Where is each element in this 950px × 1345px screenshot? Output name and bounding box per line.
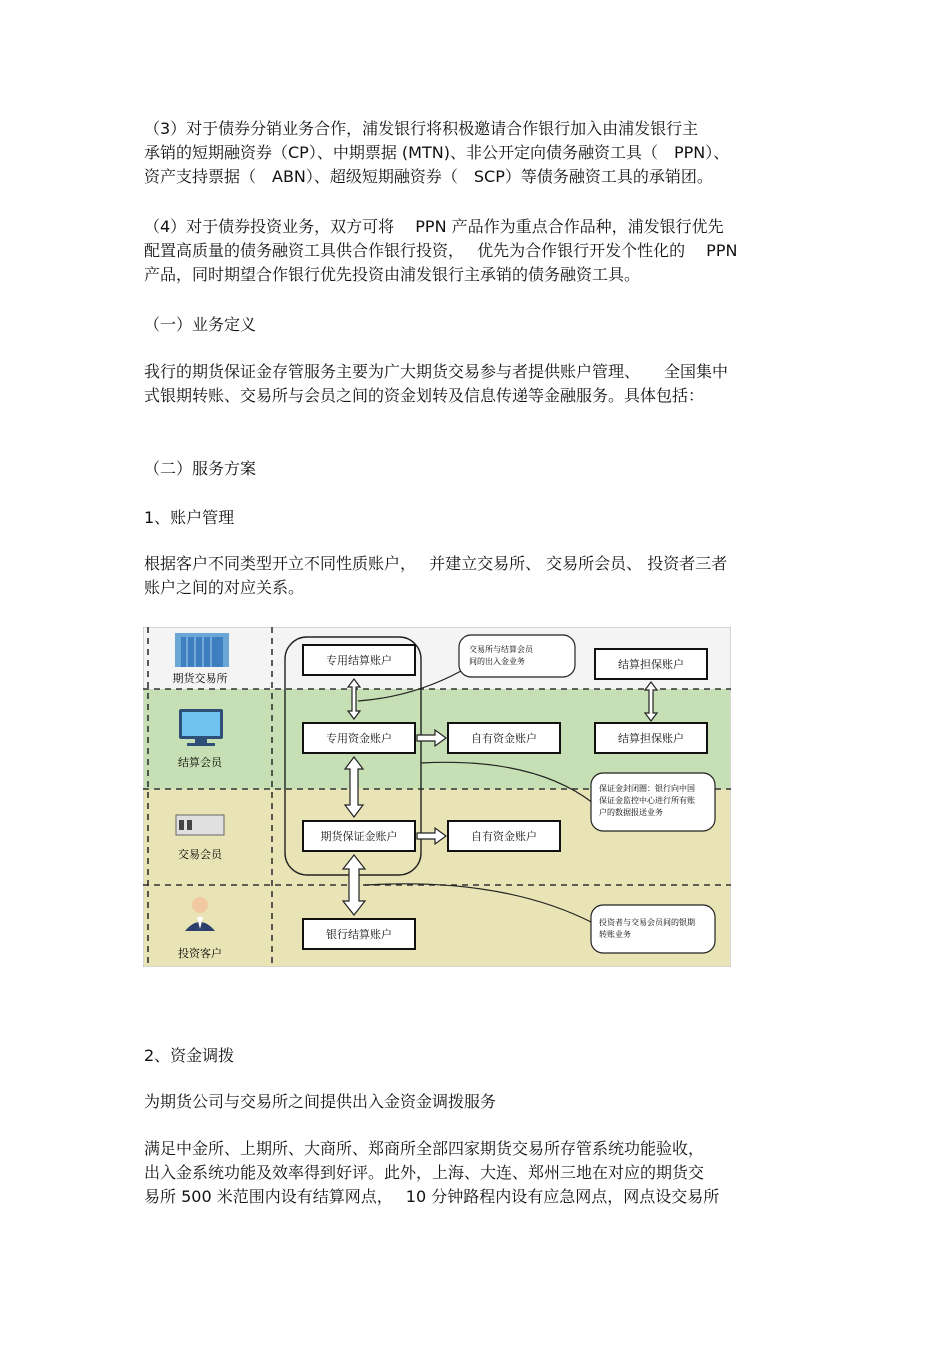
label-special-settle: 专用结算账户 — [326, 654, 392, 667]
heading-service-plan: （二）服务方案 — [144, 459, 257, 478]
text-line: 满足中金所、上期所、大商所、郑商所全部四家期货交易所存管系统功能验收， — [144, 1139, 705, 1158]
heading-account-management: 1、账户管理 — [144, 508, 235, 527]
svg-text:交易所与结算会员: 交易所与结算会员 — [469, 645, 533, 654]
label-settle-guarantee-top: 结算担保账户 — [618, 658, 684, 671]
paragraph-exchange-coverage — [144, 1137, 719, 1209]
heading-business-definition: （一）业务定义 — [144, 315, 257, 334]
role-clearing-member: 结算会员 — [178, 756, 222, 769]
server-icon — [176, 815, 224, 835]
svg-text:保证金封闭圈：银行向中国: 保证金封闭圈：银行向中国 — [599, 784, 695, 793]
label-bank-settle: 银行结算账户 — [326, 928, 392, 941]
text-line: 我行的期货保证金存管服务主要为广大期货交易参与者提供账户管理、 全国集中 — [144, 362, 729, 381]
text-line: 式银期转账、交易所与会员之间的资金划转及信息传递等金融服务。具体包括： — [144, 386, 705, 405]
text-line: 账户之间的对应关系。 — [144, 578, 305, 597]
svg-text:转账业务: 转账业务 — [599, 930, 631, 939]
callout-bank-futures-transfer — [591, 905, 715, 953]
text-line: 根据客户不同类型开立不同性质账户， 并建立交易所、 交易所会员、 投资者三者 — [144, 554, 728, 573]
svg-text:投资者与交易会员间的银期: 投资者与交易会员间的银期 — [599, 918, 695, 927]
svg-text:间的出入金业务: 间的出入金业务 — [469, 657, 525, 666]
role-exchange: 期货交易所 — [172, 672, 228, 685]
label-special-fund: 专用资金账户 — [326, 732, 392, 745]
heading-fund-allocation: 2、资金调拨 — [144, 1046, 235, 1065]
svg-text:保证金监控中心进行所有账: 保证金监控中心进行所有账 — [599, 796, 695, 805]
text-line: 产品，同时期望合作银行优先投资由浦发银行主承销的债务融资工具。 — [144, 265, 641, 284]
text-line: 易所 500 米范围内设有结算网点， 10 分钟路程内设有应急网点，网点设交易所 — [144, 1187, 720, 1206]
label-settle-guarantee-mid: 结算担保账户 — [618, 732, 684, 745]
callout-margin-closure — [591, 773, 715, 831]
text-line: 承销的短期融资券（CP）、中期票据 (MTN)、非公开定向债务融资工具（ PPN）、 — [144, 143, 730, 162]
paragraph-bond-investment — [144, 215, 737, 287]
text-line: 配置高质量的债务融资工具供合作银行投资， 优先为合作银行开发个性化的 PPN — [144, 241, 738, 260]
text-line: 出入金系统功能及效率得到好评。此外，上海、大连、郑州三地在对应的期货交 — [144, 1163, 705, 1182]
paragraph-definition — [144, 360, 728, 408]
text-line: 资产支持票据（ ABN）、超级短期融资券（ SCP）等债务融资工具的承销团。 — [144, 167, 713, 186]
svg-text:户的数据报送业务: 户的数据报送业务 — [599, 808, 663, 817]
text-line: （3）对于债券分销业务合作，浦发银行将积极邀请合作银行加入由浦发银行主 — [144, 119, 699, 138]
label-futures-margin: 期货保证金账户 — [320, 830, 398, 843]
paragraph-fund-allocation: 为期货公司与交易所之间提供出入金资金调拨服务 — [144, 1092, 497, 1111]
text-line: （4）对于债券投资业务，双方可将 PPN 产品作为重点合作品种，浦发银行优先 — [144, 217, 724, 236]
role-trading-member: 交易会员 — [178, 848, 222, 861]
account-structure-diagram — [143, 627, 731, 967]
paragraph-bond-distribution — [144, 117, 729, 189]
label-own-fund-1: 自有资金账户 — [471, 732, 537, 745]
building-icon — [175, 633, 229, 667]
label-own-fund-2: 自有资金账户 — [471, 830, 537, 843]
callout-exchange-funds — [459, 635, 575, 677]
role-investor: 投资客户 — [178, 947, 222, 960]
paragraph-account-management — [144, 552, 727, 600]
